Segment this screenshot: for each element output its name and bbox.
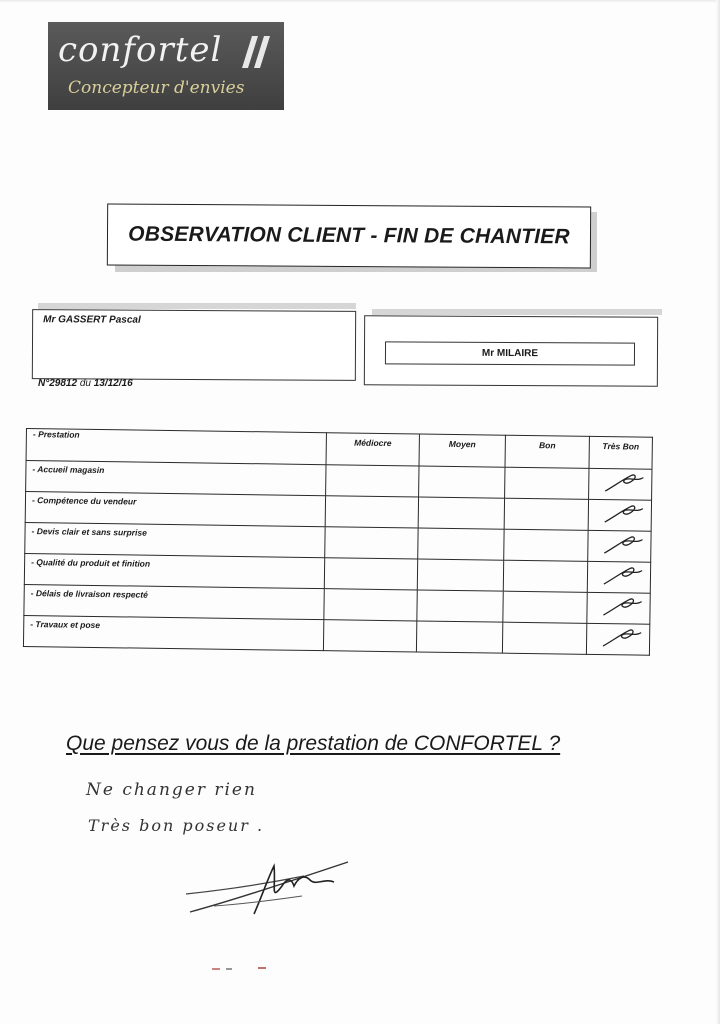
handwritten-answer-line-2: Très bon poseur . <box>88 816 265 835</box>
criterion-label: - Travaux et pose <box>23 615 323 650</box>
handwritten-check-icon <box>601 502 645 527</box>
rating-cell[interactable] <box>324 558 417 590</box>
criterion-label: - Délais de livraison respecté <box>24 584 324 619</box>
column-header-bon: Bon <box>505 435 589 468</box>
column-header-mediocre: Médiocre <box>326 433 419 466</box>
rating-cell[interactable] <box>503 591 587 623</box>
representative-name: Mr MILAIRE <box>385 341 635 365</box>
rating-cell-selected[interactable] <box>587 592 650 624</box>
handwritten-check-icon <box>600 564 644 589</box>
rating-cell-selected[interactable] <box>589 468 652 500</box>
order-date: 13/12/16 <box>93 378 133 389</box>
order-number: N°29812 <box>38 378 78 389</box>
rating-cell-selected[interactable] <box>588 530 651 562</box>
rating-table <box>23 428 652 656</box>
client-box-shadow <box>38 303 356 309</box>
rating-cell[interactable] <box>503 560 587 592</box>
handwritten-check-icon <box>599 626 643 651</box>
client-name: Mr GASSERT Pascal <box>43 314 141 326</box>
scan-marks <box>212 966 272 972</box>
criterion-label: - Compétence du vendeur <box>25 492 325 527</box>
logo-slash-icon <box>242 34 272 70</box>
representative-box <box>364 315 658 387</box>
rating-cell[interactable] <box>504 529 588 561</box>
rating-cell[interactable] <box>502 622 586 654</box>
criterion-label: - Devis clair et sans surprise <box>25 522 325 557</box>
order-reference <box>38 378 133 389</box>
rating-cell[interactable] <box>323 620 416 652</box>
rating-cell[interactable] <box>504 498 588 530</box>
client-box <box>32 309 356 381</box>
rating-cell[interactable] <box>326 465 419 497</box>
logo-brand: confortel <box>58 30 223 70</box>
title-box <box>107 204 591 269</box>
rating-cell[interactable] <box>505 467 589 499</box>
rating-cell[interactable] <box>325 527 418 559</box>
column-header-tres-bon: Très Bon <box>589 436 652 469</box>
company-logo <box>48 22 284 110</box>
rating-cell[interactable] <box>418 497 504 529</box>
handwritten-answer-line-1: Ne changer rien <box>86 780 257 800</box>
order-du: du <box>79 378 91 389</box>
signature <box>184 856 354 920</box>
rating-cell[interactable] <box>417 590 503 622</box>
criterion-label: - Accueil magasin <box>26 461 326 496</box>
feedback-question: Que pensez vous de la prestation de CONFORTEL ? <box>66 732 561 755</box>
handwritten-check-icon <box>599 595 643 620</box>
rep-box-shadow <box>372 309 662 315</box>
rating-cell-selected[interactable] <box>586 623 649 655</box>
rating-cell[interactable] <box>419 466 505 498</box>
page-right-edge <box>716 0 720 1024</box>
rating-cell-selected[interactable] <box>588 499 651 531</box>
handwritten-check-icon <box>600 533 644 558</box>
rating-cell[interactable] <box>416 621 502 653</box>
rating-cell[interactable] <box>325 496 418 528</box>
rating-cell[interactable] <box>324 589 417 621</box>
prestation-header: - Prestation <box>26 429 326 465</box>
logo-tagline: Concepteur d'envies <box>68 78 245 98</box>
rating-cell-selected[interactable] <box>587 561 650 593</box>
handwritten-check-icon <box>601 471 645 496</box>
rating-cell[interactable] <box>417 559 503 591</box>
rating-cell[interactable] <box>418 528 504 560</box>
page-top-edge <box>0 0 720 3</box>
column-header-moyen: Moyen <box>419 434 505 467</box>
criterion-label: - Qualité du produit et finition <box>24 553 324 588</box>
document-title: OBSERVATION CLIENT - FIN DE CHANTIER <box>128 222 570 249</box>
